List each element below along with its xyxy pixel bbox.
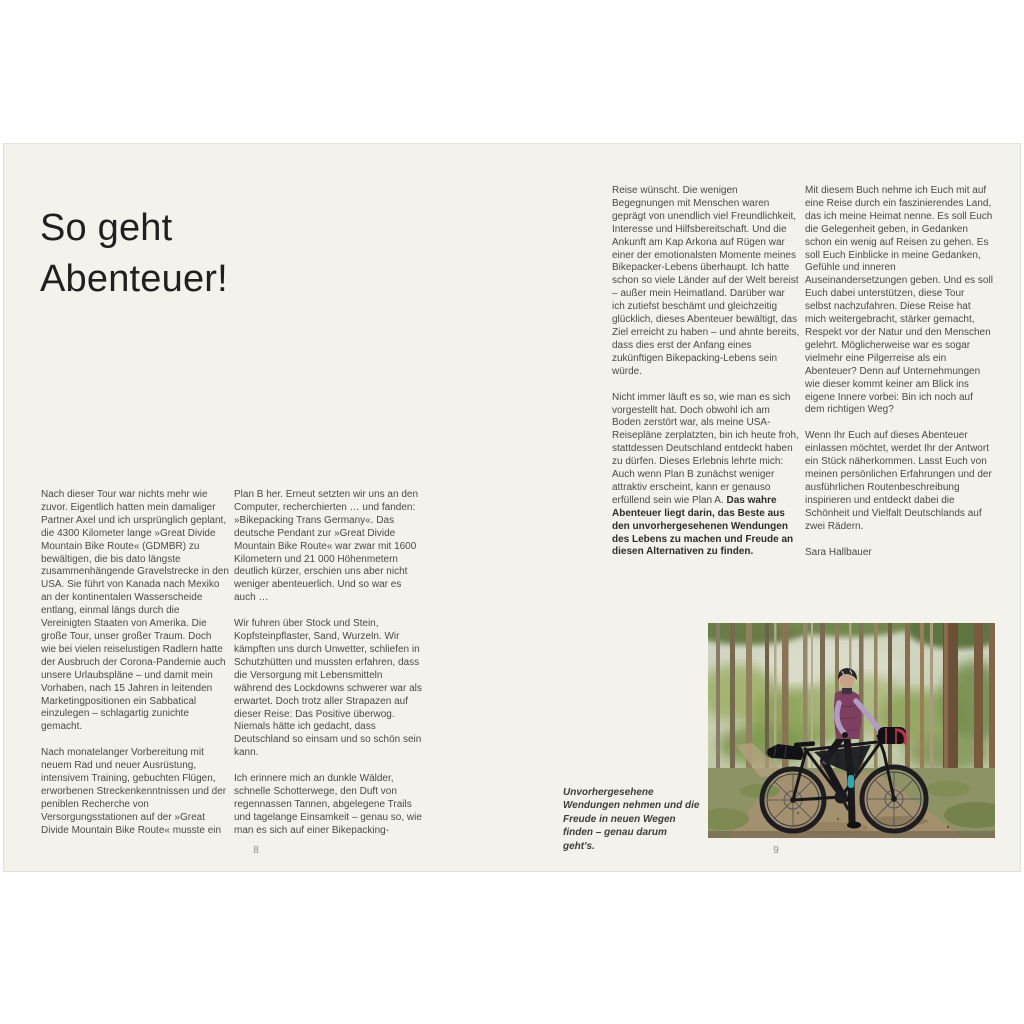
handlebar-bag	[878, 727, 906, 744]
paragraph: Plan B her. Erneut setzten wir uns an den Computer, recherchierten … und fanden: »Bikepacking Trans Germany«. Das deutsche Pendant zur »Great Divide Mountain Bike Route« war zwar mit 1600 Kilometern und 21 000 Höhenmetern deutlich kürzer, erschien uns aber nicht weniger abenteuerlich. Und so war es auch …	[234, 489, 418, 604]
paragraph: Ich erinnere mich an dunkle Wälder, schnelle Schotterwege, den Duft von regennassen Tannen, abgelegene Trails und tagelange Einsamkeit – genau so, wie man es sich auf einer Bikepacking-	[234, 773, 422, 836]
forest-bikepacker-photo	[708, 623, 995, 838]
book-spread	[3, 143, 1021, 872]
forest-bikepacker-illustration	[708, 623, 995, 838]
water-bottle	[848, 775, 854, 788]
paragraph	[612, 392, 800, 560]
left-page-column-2	[234, 489, 422, 851]
page-number-right: 9	[773, 845, 779, 856]
paragraph: Mit diesem Buch nehme ich Euch mit auf eine Reise durch ein faszinierendes Land, das ich meine Heimat nenne. Es soll Euch die Gelegenheit geben, in Gedanken schon ein wenig auf Reisen zu gehen. Es soll Euch Einblicke in meine Gedanken, Gefühle und inneren Auseinandersetzungen geben. Und es soll Euch dabei unterstützen, diese Tour selbst nachzufahren. Diese Reise hat mich weitergebracht, stärker gemacht, Respekt vor der Natur und den Menschen gelehrt. Möglicherweise war es sogar vielmehr eine Pilgerreise als ein Abenteuer? Denn auf Unternehmungen wie dieser kommt keiner am Blick ins eigene Innere vorbei: Bin ich noch auf dem richtigen Weg?	[805, 185, 993, 416]
paragraph: Nach monatelanger Vorbereitung mit neuem Rad und neuer Ausrüstung, intensivem Training, gebuchten Flügen, erworbenen Streckenkenntnissen und der peniblen Recherche von Versorgungsstationen auf der »Great Divide Mountain Bike Route« musste ein	[41, 747, 227, 836]
left-page-column-1	[41, 489, 229, 851]
paragraph: Nach dieser Tour war nichts mehr wie zuvor. Eigentlich hatten mein damaliger Partner Axel und ich ursprünglich geplant, die 4300 Kilometer lange »Great Divide Mountain Bike Route« (GDMBR) zu bewältigen, die bis dato längste zusammenhängende Gravelstrecke in den USA. Sie führt von Kanada nach Mexiko an der kontinentalen Wasserscheide entlang, einmal längs durch die Vereinigten Staaten von Amerika. Die große Tour, unser großer Traum. Doch wie bei vielen reiselustigen Radlern hatte der Ausbruch der Corona-Pandemie auch unsere Urlaubspläne – und damit mein Vorhaben, nach 15 Jahren in leitenden Marketingpositionen ein Sabbatical einzulegen – schlagartig zunichte gemacht.	[41, 489, 229, 733]
paragraph: Wir fuhren über Stock und Stein, Kopfsteinpflaster, Sand, Wurzeln. Wir kämpften uns durch Unwetter, schliefen in Schutzhütten und mussten erfahren, dass die Versorgung mit Lebensmitteln während des Lockdowns schwerer war als erwartet. Doch trotz aller Strapazen auf dieser Reise: Das Positive überwog. Niemals hätte ich gedacht, dass Deutschland so einsam und so schön sein kann.	[234, 618, 422, 759]
rider-head	[840, 674, 854, 688]
page-title: So geht Abenteuer!	[40, 207, 228, 301]
rider-glove	[842, 732, 848, 738]
paragraph-bold-text: Das wahre Abenteuer liegt darin, das Beste aus den unvorhergesehenen Wendungen des Lebens zu machen und Freude an diesen Alternativen zu finden.	[612, 494, 794, 558]
paragraph: Wenn Ihr Euch auf dieses Abenteuer einlassen möchtet, werdet Ihr der Antwort ein Stück näherkommen. Lasst Euch von meinen persönlichen Erfahrungen und der ausführlichen Routenbeschreibung inspirieren und entdeckt dabei die Schönheit und Vielfalt Deutschlands auf zwei Rädern.	[805, 430, 992, 532]
author-signature: Sara Hallbauer	[805, 546, 872, 558]
paragraph-regular-text: Nicht immer läuft es so, wie man es sich vorgestellt hat. Doch obwohl ich am Boden zerstört war, als meine USA-Reisepläne zerplatzten, bin ich heute froh, stattdessen Deutschland entdeckt haben zu dürfen. Dieses Erlebnis lehrte mich: Auch wenn Plan B zunächst weniger attraktiv erscheint, kann er genauso erfüllend sein wie Plan A.	[612, 391, 799, 506]
paragraph: Reise wünscht. Die wenigen Begegnungen mit Menschen waren geprägt von unendlich viel Freundlichkeit, Interesse und Hilfsbereitschaft. Und die Ankunft am Kap Arkona auf Rügen war einer der emotionalsten Momente meines Bikepacker-Lebens überhaupt. Ich hatte schon so viele Länder auf der Welt bereist – außer mein Heimatland. Darüber war ich zutiefst beschämt und gleichzeitig glücklich, dieses Abenteuer bewältigt, das Ziel erreicht zu haben – und ahnte bereits, dass dies erst der Anfang eines zukünftigen Bikepacking-Lebens sein würde.	[612, 185, 800, 377]
right-page-column-2	[805, 185, 993, 572]
page-number-left: 8	[253, 845, 259, 856]
right-page-column-1	[612, 185, 800, 572]
rider-shoe	[847, 822, 861, 829]
photo-caption: Unvorhergesehene Wendungen nehmen und die Freude in neuen Wegen finden – genau darum geht's.	[563, 787, 700, 852]
